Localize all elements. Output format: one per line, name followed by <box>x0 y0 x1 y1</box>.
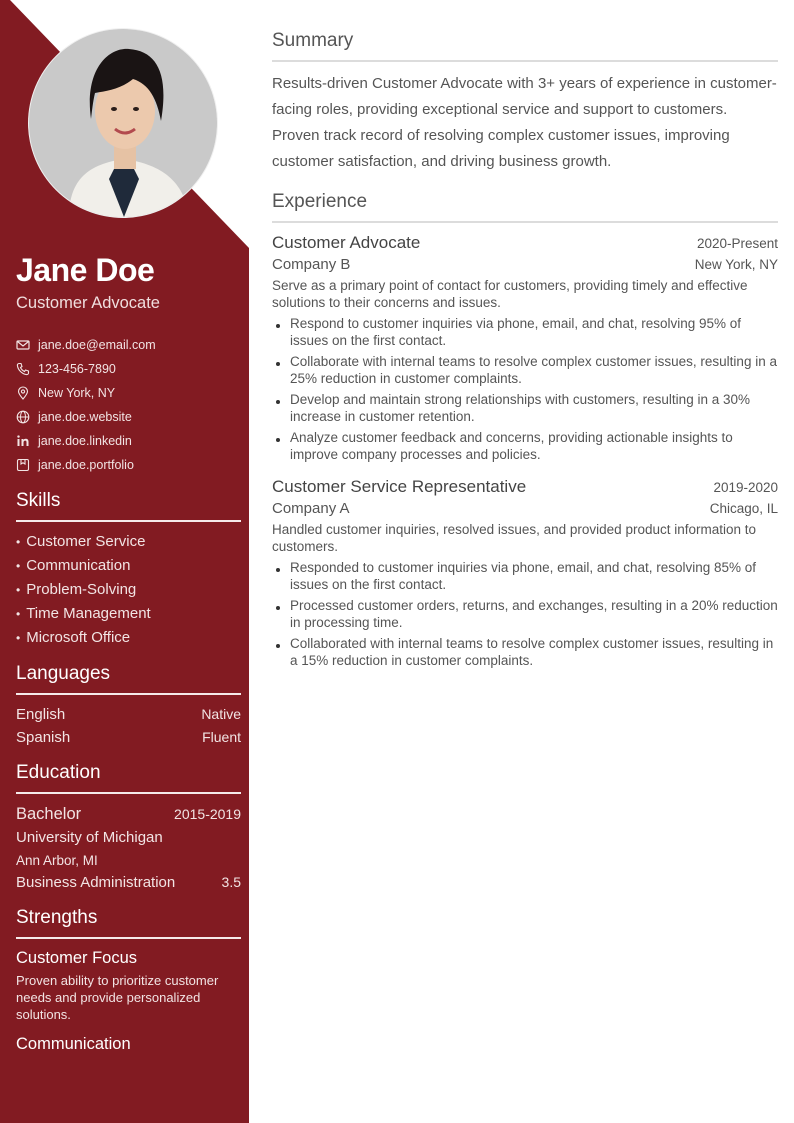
job-entry <box>272 477 778 669</box>
candidate-role: Customer Advocate <box>16 294 160 312</box>
envelope-icon <box>16 338 30 352</box>
job-dates: 2020-Present <box>696 236 778 251</box>
language-row <box>16 726 241 749</box>
education-degree: Bachelor <box>16 805 82 823</box>
summary-text: Results-driven Customer Advocate with 3+ years of experience in customer-facing roles, providing exceptional service and support to customers. Proven track record of resolving complex customer issues, improving customer satisfaction, and driving business growth. <box>272 75 777 170</box>
job-bullet: Respond to customer inquiries via phone, email, and chat, resolving 95% of issues on the first contact. <box>272 315 778 349</box>
contact-email[interactable] <box>16 333 241 357</box>
location-pin-icon <box>16 386 30 400</box>
skill-item: • Communication <box>16 554 241 578</box>
job-description: Serve as a primary point of contact for customers, providing timely and effective solutions to their concerns and issues. <box>272 278 748 310</box>
job-bullet: Processed customer orders, returns, and exchanges, resulting in a 20% reduction in processing time. <box>272 597 778 631</box>
main-content <box>272 30 778 673</box>
experience-title: Experience <box>272 191 778 223</box>
contact-website-text: jane.doe.website <box>38 410 132 424</box>
education-field: Business Administration <box>16 874 176 891</box>
strengths-title: Strengths <box>16 907 241 939</box>
contact-linkedin[interactable] <box>16 429 241 453</box>
strength-description: Proven ability to prioritize customer needs and provide personalized solutions. <box>16 973 219 1022</box>
job-dates: 2019-2020 <box>713 480 778 495</box>
job-entry <box>272 233 778 463</box>
job-company: Company B <box>272 256 351 273</box>
job-description: Handled customer inquiries, resolved issues, and provided product information to customers. <box>272 522 757 554</box>
education-title: Education <box>16 762 241 794</box>
strength-title: Communication <box>16 1035 131 1053</box>
language-row <box>16 703 241 726</box>
job-bullet: Develop and maintain strong relationships with customers, resulting in a 30% increase in customer retention. <box>272 391 778 425</box>
education-school: University of Michigan <box>16 829 163 846</box>
job-bullet: Analyze customer feedback and concerns, providing actionable insights to improve company processes and policies. <box>272 429 778 463</box>
education-degree-row <box>16 802 241 826</box>
globe-icon <box>16 410 30 424</box>
languages-section <box>16 663 241 749</box>
job-title: Customer Advocate <box>272 233 421 252</box>
strength-title: Customer Focus <box>16 949 138 967</box>
job-title: Customer Service Representative <box>272 477 527 496</box>
contact-location-text: New York, NY <box>38 386 116 400</box>
sidebar <box>0 0 249 1123</box>
education-gpa: 3.5 <box>221 874 241 890</box>
education-dates: 2015-2019 <box>174 806 241 822</box>
contact-portfolio[interactable] <box>16 453 241 477</box>
language-level: Fluent <box>202 729 241 745</box>
skill-item: • Microsoft Office <box>16 626 241 650</box>
job-bullet: Collaborate with internal teams to resolve complex customer issues, resulting in a 25% reduction in customer complaints. <box>272 353 778 387</box>
education-section <box>16 762 241 894</box>
education-field-row <box>16 871 241 894</box>
experience-section <box>272 191 778 669</box>
language-name: Spanish <box>16 729 71 746</box>
summary-section <box>272 30 778 175</box>
job-company: Company A <box>272 500 350 517</box>
contact-email-text: jane.doe@email.com <box>38 338 156 352</box>
skill-item: • Customer Service <box>16 530 241 554</box>
contact-linkedin-text: jane.doe.linkedin <box>38 434 132 448</box>
linkedin-icon <box>16 434 30 448</box>
skill-item: • Problem-Solving <box>16 578 241 602</box>
language-name: English <box>16 706 66 723</box>
contact-website[interactable] <box>16 405 241 429</box>
language-level: Native <box>201 706 241 722</box>
skills-section <box>16 490 241 650</box>
summary-title: Summary <box>272 30 778 62</box>
candidate-name: Jane Doe <box>16 252 155 288</box>
education-location: Ann Arbor, MI <box>16 853 98 868</box>
job-bullet: Collaborated with internal teams to resolve complex customer issues, resulting in a 15% reduction in customer complaints. <box>272 635 778 669</box>
languages-title: Languages <box>16 663 241 695</box>
profile-photo <box>29 29 217 217</box>
contact-portfolio-text: jane.doe.portfolio <box>38 458 134 472</box>
contact-phone[interactable] <box>16 357 241 381</box>
skill-item: • Time Management <box>16 602 241 626</box>
contact-location <box>16 381 241 405</box>
job-location: Chicago, IL <box>709 501 778 516</box>
contact-list <box>16 333 241 477</box>
strengths-section <box>16 907 241 1054</box>
contact-phone-text: 123-456-7890 <box>38 362 116 376</box>
phone-icon <box>16 362 30 376</box>
job-bullet: Responded to customer inquiries via phone, email, and chat, resolving 85% of issues on the first contact. <box>272 559 778 593</box>
skills-title: Skills <box>16 490 241 522</box>
job-location: New York, NY <box>694 257 778 272</box>
portrait-image <box>29 29 217 217</box>
portfolio-icon <box>16 458 30 472</box>
